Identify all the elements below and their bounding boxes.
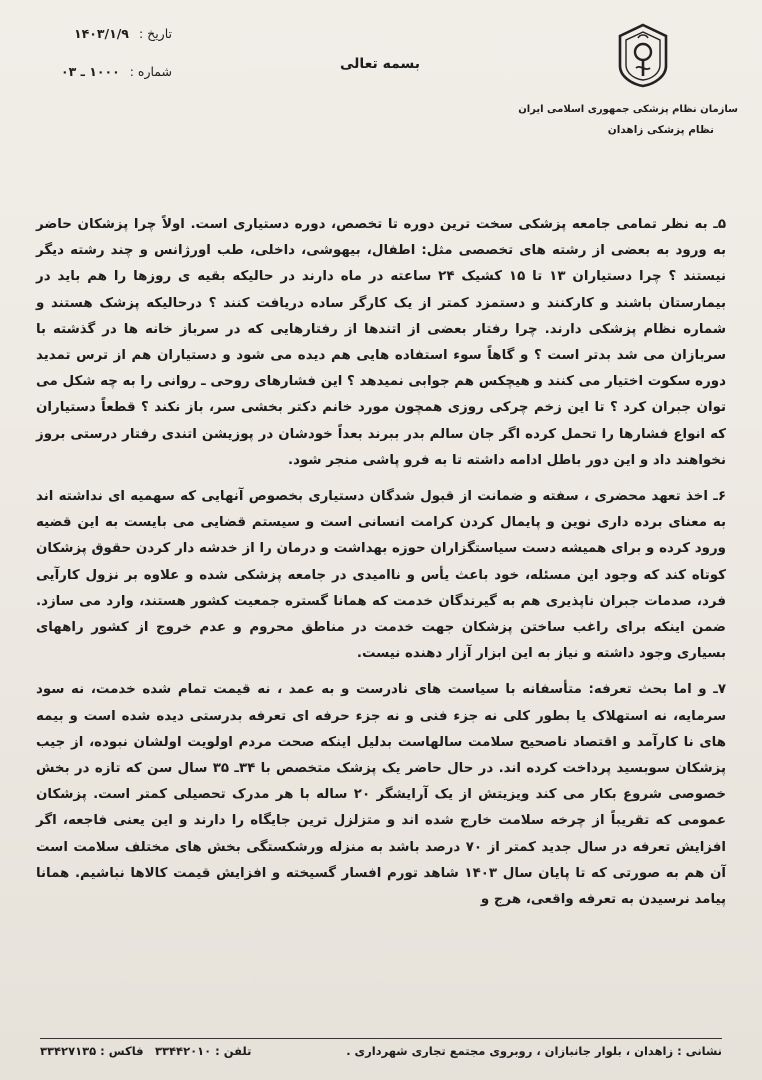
date-value: ۱۴۰۳/۱/۹ (74, 26, 129, 41)
number-row (22, 64, 172, 79)
footer-fax: فاکس : ۳۳۴۲۷۱۳۵ (40, 1044, 144, 1058)
org-name: سازمان نظام پزشکی جمهوری اسلامی ایران (518, 104, 738, 115)
paragraph-7: ۷ـ و اما بحث تعرفه: متأسفانه با سیاست های نادرست و به عمد ، نه قیمت تمام شده خدمت، نه سود سرمایه، نه استهلاک یا بطور کلی نه جزء فنی و نه جزء حرفه ای تعرفه بدرستی دیده شده است و بیمه های نا کارآمد و اقتصاد ناصحیح سلامت سالهاست بدلیل اینکه صحت مردم اولویت اولشان نبوده، از جیب پزشکان سوبسید پرداخت کرده اند. در حال حاضر یک پزشک متخصص با ۳۴ـ ۳۵ سال سن که تازه در بخش خصوصی شروع بکار می کند ویزیتش از یک آرایشگر ۲۰ ساله با هر مدرک تحصیلی کمتر است. پزشکان عمومی که تقریباً از چرخه سلامت خارج شده اند و متزلزل ترین جایگاه را دارند و این یعنی فاجعه، اگر افزایش تعرفه در سال جدید کمتر از ۷۰ درصد باشد به منزله ورشکستگی بخش های مختلف سلامت است آن هم به صورتی که تا پایان سال ۱۴۰۳ شاهد تورم افسار گسیخته و افزایش قیمت کالاها نباشیم. همانا پیامد نرسیدن به تعرفه واقعی، هرج و (36, 682, 727, 908)
footer-divider (40, 1038, 722, 1039)
org-branch: نظام پزشکی زاهدان (607, 124, 714, 136)
paragraph-5: ۵ـ به نظر تمامی جامعه پزشکی سخت ترین دوره تا تخصص، دوره دستیاری است. اولاً چرا پزشکان حاضر به ورود به بعضی از رشته های تخصصی مثل: اطفال، بیهوشی، داخلی، طب اورژانس و چند رشته دیگر نیستند ؟ چرا دستیاران ۱۳ تا ۱۵ کشیک ۲۴ ساعته در ماه دارند در حالیکه بقیه ی روزها را هم باید در بیمارستان باشند و کارکنند و دستمزد کمتر از یک کارگر ساده دریافت کنند ؟ درحالیکه پزشک هستند و شماره نظام پزشکی دارند. چرا رفتار بعضی از اتندها از رفتارهایی که در سرباز خانه ها در گذشته با سربازان می شد بدتر است ؟ و گاهاً سوء استفاده هایی هم دیده می شود و دستیاران هم از ترس تمدید دوره سکوت اختیار می کنند و هیچکس هم جوابی نمیدهد ؟ این فشارهای روحی ـ روانی را به چه شکل می توان جبران کرد ؟ تا این زخم چرکی روزی همچون مورد خانم دکتر بخشی سر، باز نکند ؟ قطعاً دستیاران که انواع فشارها را تحمل کرده اگر جان سالم بدر ببرند بعداً خودشان در پوزیشن اتندی رفتار درستی بروز نخواهند داد و این دور باطل ادامه داشته تا به فرو پاشی منجر شود. (36, 217, 726, 468)
number-value: ۱۰۰۰ ـ ۰۳ (60, 64, 120, 79)
date-label: تاریخ : (138, 26, 172, 41)
number-label: شماره : (129, 64, 172, 79)
medical-council-emblem-icon (600, 22, 686, 88)
date-row (22, 26, 172, 41)
letter-body (36, 212, 726, 923)
paragraph-6: ۶ـ اخذ تعهد محضری ، سفته و ضمانت از قبول شدگان دستیاری بخصوص آنهایی که سهمیه ای نداشته اند به معنای برده داری نوین و پایمال کردن کرامت انسانی است و سیستم قضایی می بایست به این قضیه ورود کرده و برای همیشه دست سیاستگزاران حوزه بهداشت و درمان را از خدشه دار کردن حقوق پزشکان کوتاه کند که وجود این مسئله، خود باعث یأس و ناامیدی در جامعه پزشکی شده و علاوه بر نزول کارآیی فرد، صدمات جبران ناپذیری هم به گیرندگان خدمت که همانا گستره جمعیت کشور هستند، وارد می سازد. ضمن اینکه برای راغب ساختن پزشکان جهت خدمت در مناطق محروم و عدم خروج از کشور راههای بسیاری وجود داشته و نیاز به این ابزار آزار دهنده نیست. (36, 489, 726, 662)
basmala-heading: بسمه تعالی (339, 56, 421, 72)
footer (40, 1044, 722, 1068)
footer-address: نشانی : زاهدان ، بلوار جانبازان ، روبروی مجتمع تجاری شهرداری . (346, 1044, 722, 1058)
footer-phone: تلفن : ۳۳۴۴۲۰۱۰ (155, 1044, 252, 1058)
